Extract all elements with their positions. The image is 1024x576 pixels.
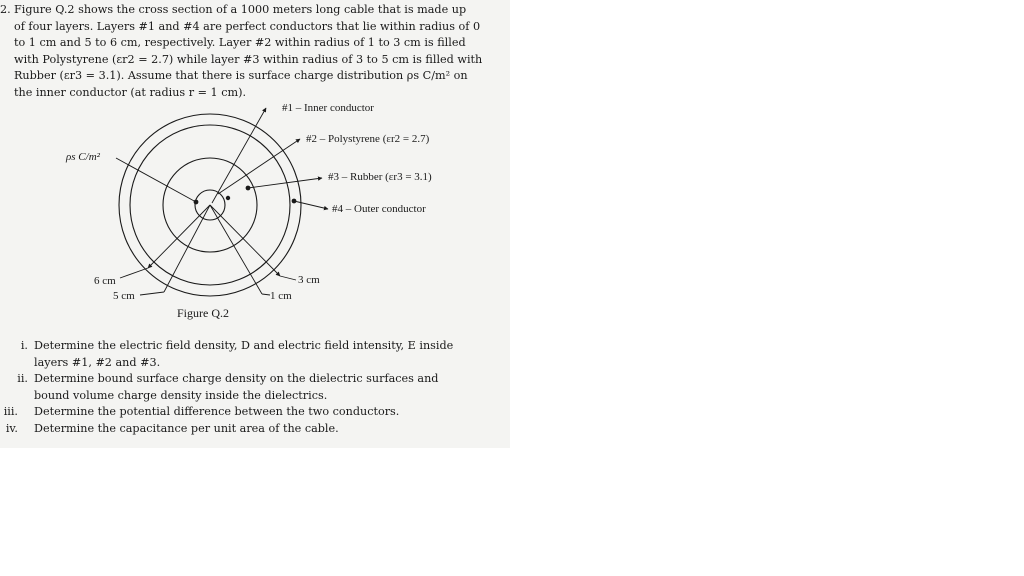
task-number: ii. (17, 372, 28, 386)
label-radius-5cm: 5 cm (113, 290, 135, 302)
label-radius-3cm: 3 cm (298, 274, 320, 286)
cable-diagram (0, 98, 510, 328)
task-text: Determine the potential difference between the two conductors. (34, 405, 400, 419)
statement-line: Rubber (εr3 = 3.1). Assume that there is surface charge distribution ρs C/m² on (14, 69, 468, 83)
statement-line: Figure Q.2 shows the cross section of a 1000 meters long cable that is made up (14, 3, 467, 16)
task-text: Determine the electric field density, D and electric field intensity, E inside (34, 339, 454, 352)
question-sheet (0, 0, 510, 448)
label-radius-6cm: 6 cm (94, 275, 116, 287)
statement-line: of four layers. Layers #1 and #4 are perfect conductors that lie within radius of 0 (14, 19, 481, 33)
task-text: Determine the capacitance per unit area of the cable. (34, 422, 339, 435)
statement-line: to 1 cm and 5 to 6 cm, respectively. Layer #2 within radius of 1 to 3 cm is filled (14, 36, 466, 50)
label-surface-charge: ρs C/m² (66, 151, 100, 163)
statement-line: the inner conductor (at radius r = 1 cm). (14, 86, 247, 99)
cable-cross-section-figure (0, 98, 510, 328)
label-inner-conductor: #1 – Inner conductor (282, 102, 374, 114)
task-text: layers #1, #2 and #3. (34, 355, 161, 369)
task-number: i. (20, 339, 28, 352)
statement-line: with Polystyrene (εr2 = 2.7) while layer #3 within radius of 3 to 5 cm is filled with (14, 52, 483, 66)
label-rubber: #3 – Rubber (εr3 = 3.1) (328, 171, 432, 183)
label-polystyrene: #2 – Polystyrene (εr2 = 2.7) (306, 133, 430, 145)
task-number: iii. (3, 405, 18, 419)
task-text: bound volume charge density inside the dielectrics. (34, 388, 328, 402)
task-number: iv. (5, 422, 18, 435)
figure-caption: Figure Q.2 (177, 306, 229, 320)
question-number: 2. (0, 3, 11, 16)
task-text: Determine bound surface charge density on the dielectric surfaces and (34, 372, 439, 386)
label-outer-conductor: #4 – Outer conductor (332, 203, 426, 215)
label-radius-1cm: 1 cm (270, 290, 292, 302)
